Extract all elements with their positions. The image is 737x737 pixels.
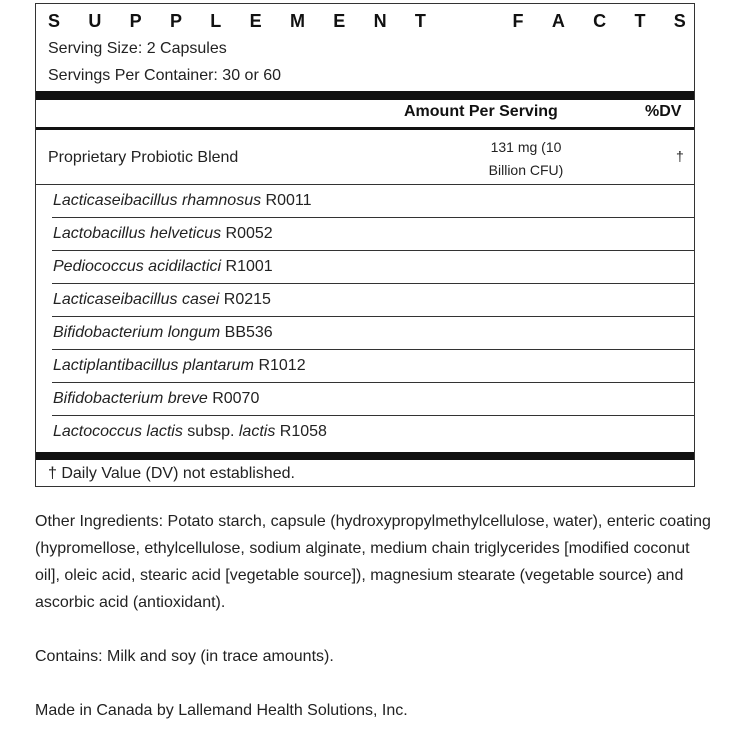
blend-dv: † bbox=[676, 148, 684, 164]
thick-divider-bottom bbox=[36, 452, 694, 460]
title-letter: T bbox=[414, 11, 426, 31]
title-letter: E bbox=[249, 11, 262, 31]
dv-footnote: † Daily Value (DV) not established. bbox=[48, 465, 295, 482]
title-letter: E bbox=[333, 11, 346, 31]
strain-row bbox=[52, 416, 694, 449]
strain-code: R0011 bbox=[261, 192, 312, 209]
thick-divider bbox=[36, 91, 694, 100]
strain-row bbox=[52, 383, 694, 416]
blend-name: Proprietary Probiotic Blend bbox=[48, 149, 239, 166]
strain-species: Lactiplantibacillus plantarum bbox=[53, 357, 254, 374]
blend-amount bbox=[466, 136, 586, 182]
title-letter: A bbox=[551, 11, 565, 31]
title-letter: U bbox=[88, 11, 102, 31]
header-divider bbox=[36, 127, 694, 130]
strain-row bbox=[52, 350, 694, 383]
strain-list bbox=[36, 185, 694, 449]
strain-row bbox=[52, 218, 694, 251]
strain-species: Lacticaseibacillus casei bbox=[53, 291, 220, 308]
strain-code: R0052 bbox=[221, 225, 273, 242]
title-letter: N bbox=[373, 11, 387, 31]
strain-subspecies: lactis bbox=[238, 423, 276, 440]
header-daily-value: %DV bbox=[645, 103, 682, 120]
supplement-facts-panel bbox=[35, 3, 695, 487]
header-amount-per-serving: Amount Per Serving bbox=[404, 103, 558, 120]
strain-species: Pediococcus acidilactici bbox=[53, 258, 222, 275]
title-letter: C bbox=[593, 11, 607, 31]
strain-code: R1001 bbox=[221, 258, 273, 275]
panel-title bbox=[48, 11, 686, 32]
strain-species: Lactococcus lactis bbox=[53, 423, 183, 440]
title-letter: M bbox=[289, 11, 305, 31]
strain-species: Bifidobacterium longum bbox=[53, 324, 221, 341]
title-letter: L bbox=[210, 11, 222, 31]
strain-subsp: subsp. bbox=[182, 423, 239, 440]
serving-size: Serving Size: 2 Capsules bbox=[48, 40, 227, 57]
strain-species: Lactobacillus helveticus bbox=[53, 225, 222, 242]
strain-code: R0070 bbox=[207, 390, 260, 407]
strain-row bbox=[52, 251, 694, 284]
strain-code: BB536 bbox=[220, 324, 273, 341]
strain-row bbox=[52, 284, 694, 317]
title-letter: S bbox=[673, 11, 686, 31]
title-letter: T bbox=[634, 11, 646, 31]
title-letter: P bbox=[169, 11, 182, 31]
strain-code: R0215 bbox=[219, 291, 271, 308]
title-gap bbox=[454, 11, 484, 32]
other-ingredients: Other Ingredients: Potato starch, capsule (hydroxypropylmethylcellulose, water), enteric coating (hypromellose, ethylcellulose, sodium alginate, medium chain triglycerides [modified coconut oil], oleic acid, stearic acid [vegetable source]), magnesium stearate (vegetable source) and ascorbic acid (antioxidant). bbox=[35, 513, 711, 611]
title-letter: S bbox=[48, 11, 61, 31]
title-letter: P bbox=[129, 11, 142, 31]
strain-row bbox=[52, 185, 694, 218]
servings-per-container: Servings Per Container: 30 or 60 bbox=[48, 67, 282, 84]
strain-species: Bifidobacterium breve bbox=[53, 390, 208, 407]
strain-species: Lacticaseibacillus rhamnosus bbox=[53, 192, 262, 209]
manufacturer-statement: Made in Canada by Lallemand Health Solutions, Inc. bbox=[35, 702, 408, 719]
strain-row bbox=[52, 317, 694, 350]
blend-amount-line: Billion CFU) bbox=[488, 162, 564, 178]
title-letter: F bbox=[512, 11, 524, 31]
blend-amount-line: 131 mg (10 bbox=[490, 139, 562, 155]
allergen-statement: Contains: Milk and soy (in trace amounts). bbox=[35, 648, 334, 665]
strain-code: R1012 bbox=[254, 357, 306, 374]
strain-code: R1058 bbox=[275, 423, 327, 440]
